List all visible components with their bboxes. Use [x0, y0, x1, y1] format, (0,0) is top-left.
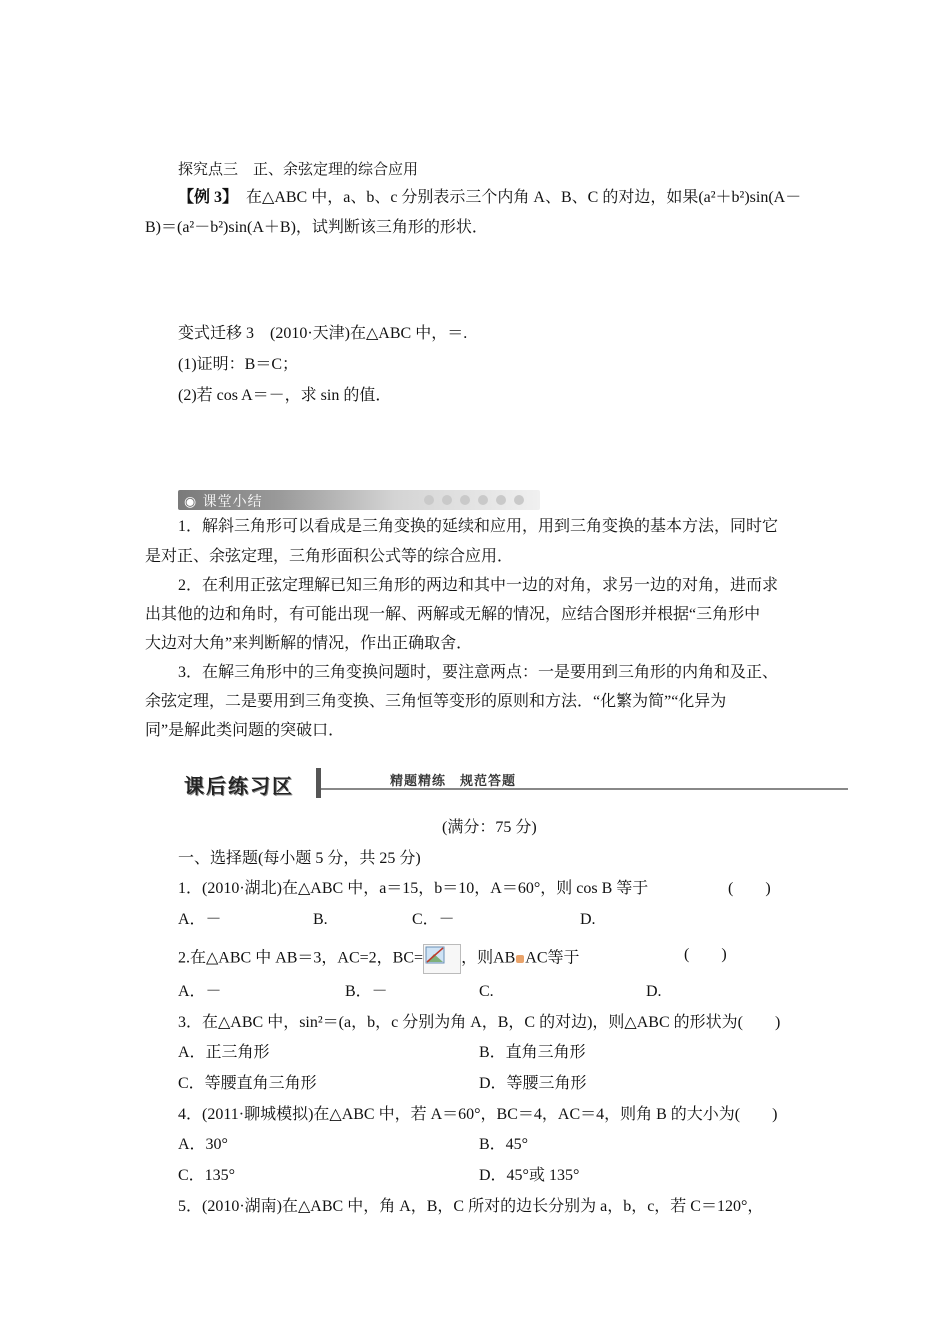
summary-label: ◉ 课堂小结 [184, 494, 263, 510]
option-d: D．等腰三角形 [479, 1075, 587, 1092]
question-3: 3．在△ABC 中，sin²＝(a，b，c 分别为角 A，B，C 的对边)，则△ABC 的形状为( ) [178, 1014, 781, 1031]
example-tag: 【例 3】 [178, 189, 239, 206]
formula-image [423, 944, 461, 974]
option-a: A．正三角形 [178, 1044, 270, 1061]
option-b: B．45° [479, 1136, 529, 1153]
answer-paren: ( ) [684, 946, 727, 963]
variant-part-1: (1)证明：B＝C； [178, 356, 299, 373]
summary-p1-line-1: 1．解斜三角形可以看成是三角变换的延续和应用，用到三角变换的基本方法，同时它 [178, 518, 779, 535]
option-c: C．－ [412, 911, 455, 928]
option-d: D．45°或 135° [479, 1167, 580, 1184]
question-4: 4．(2011·聊城模拟)在△ABC 中，若 A＝60°，BC＝4，AC＝4，则角 B 的大小为( ) [178, 1106, 778, 1123]
option-b: B．直角三角形 [479, 1044, 586, 1061]
broken-image-icon [516, 955, 524, 963]
decor-dot [424, 495, 434, 505]
variant-part-2: (2)若 cos A＝－，求 sin 的值． [178, 387, 392, 404]
decor-dot [460, 495, 470, 505]
question-2-text: 2.在△ABC 中 AB＝3，AC=2，BC= [178, 949, 424, 967]
answer-paren: ( ) [728, 880, 771, 897]
homework-subtitle: 精题精练 规范答题 [390, 774, 517, 789]
question-2-text-2: ，则AB [461, 949, 516, 967]
example-3-line-2: B)＝(a²－b²)sin(A＋B)，试判断该三角形的形状． [145, 219, 488, 236]
summary-p3-line-2: 余弦定理，二是要用到三角变换、三角恒等变形的原则和方法．“化繁为简”“化异为 [145, 693, 727, 710]
summary-p2-line-2: 出其他的边和角时，有可能出现一解、两解或无解的情况，应结合图形并根据“三角形中 [145, 606, 761, 623]
option-c: C．等腰直角三角形 [178, 1075, 317, 1092]
question-2-text-3: AC等于 [525, 949, 580, 967]
homework-title: 课后练习区 [184, 774, 294, 798]
option-d: D. [580, 911, 596, 928]
image-icon [424, 945, 460, 973]
question-2 [178, 944, 580, 974]
section-heading: 一、选择题(每小题 5 分，共 25 分) [178, 850, 421, 867]
example-3-text-1: 在△ABC 中，a、b、c 分别表示三个内角 A、B、C 的对边，如果(a²＋b²)sin(A－ [246, 189, 802, 206]
question-5: 5．(2010·湖南)在△ABC 中，角 A，B，C 所对的边长分别为 a，b，c，若 C＝120°， [178, 1198, 764, 1215]
decor-dot [514, 495, 524, 505]
decor-dot [442, 495, 452, 505]
homework-banner [178, 768, 848, 802]
option-b: B．－ [345, 983, 388, 1000]
decor-dot [478, 495, 488, 505]
summary-p2-line-1: 2．在利用正弦定理解已知三角形的两边和其中一边的对角，求另一边的对角，进而求 [178, 577, 779, 594]
banner-divider [316, 768, 321, 798]
variant-title: 变式迁移 3 (2010·天津)在△ABC 中，＝. [178, 325, 468, 342]
option-b: B. [313, 911, 328, 928]
option-c: C. [479, 983, 494, 1000]
summary-p3-line-1: 3．在解三角形中的三角变换问题时，要注意两点：一是要用到三角形的内角和及正、 [178, 664, 779, 681]
section-title: 探究点三 正、余弦定理的综合应用 [178, 160, 419, 178]
summary-header-bar [178, 490, 540, 510]
question-1: 1．(2010·湖北)在△ABC 中，a＝15，b＝10，A＝60°，则 cos B 等于 [178, 880, 649, 897]
option-a: A．30° [178, 1136, 228, 1153]
option-a: A．－ [178, 983, 222, 1000]
option-c: C．135° [178, 1167, 236, 1184]
example-3-line-1 [178, 187, 801, 209]
summary-p3-line-3: 同”是解此类问题的突破口． [145, 722, 345, 739]
summary-p1-line-2: 是对正、余弦定理，三角形面积公式等的综合应用． [145, 548, 514, 565]
decor-dot [496, 495, 506, 505]
option-d: D. [646, 983, 662, 1000]
option-a: A．－ [178, 911, 222, 928]
summary-p2-line-3: 大边对大角”来判断解的情况，作出正确取舍． [145, 635, 473, 652]
score-note: (满分：75 分) [442, 819, 537, 836]
